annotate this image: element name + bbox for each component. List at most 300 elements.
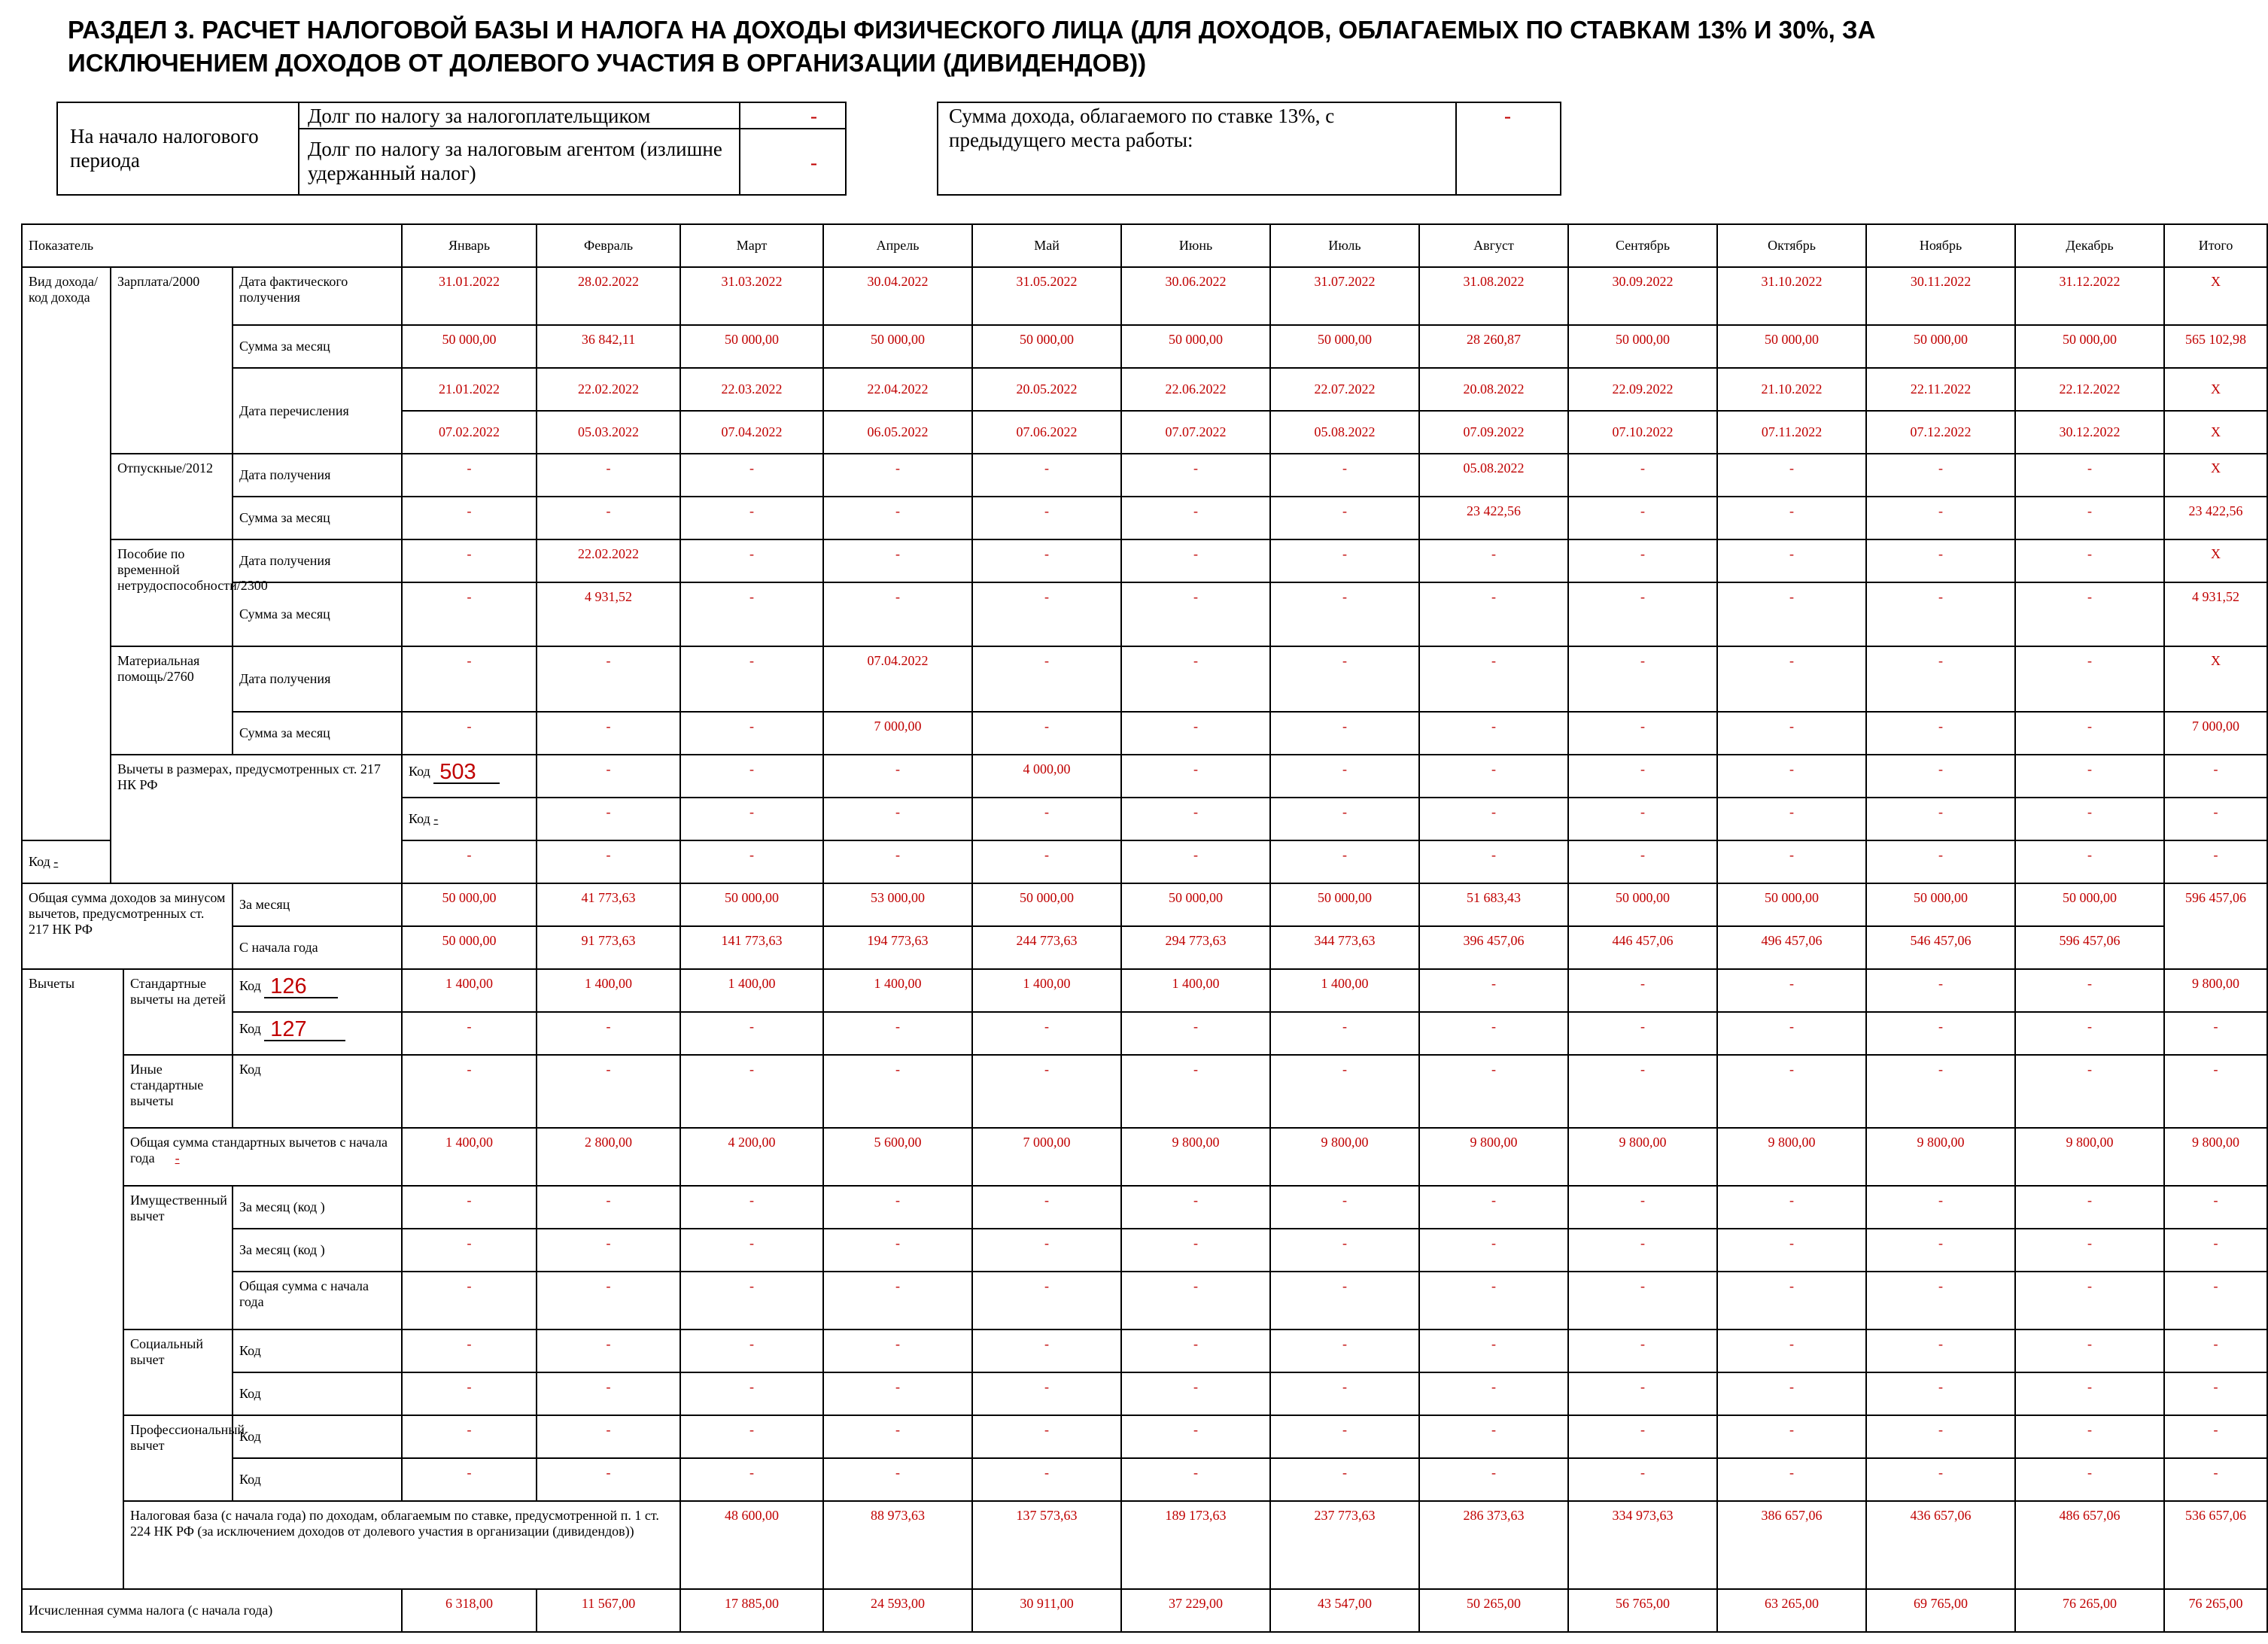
month-value-cell: - xyxy=(1717,1229,1866,1272)
month-value-cell: - xyxy=(402,1372,537,1415)
prev-income-value: - xyxy=(1504,105,1511,127)
month-value-cell: - xyxy=(972,582,1121,646)
code-label: Код xyxy=(233,1458,402,1501)
month-value-cell: - xyxy=(1121,646,1270,712)
month-value-cell: - xyxy=(823,582,972,646)
month-value-cell: 50 265,00 xyxy=(1419,1589,1568,1632)
month-value-cell: - xyxy=(972,1012,1121,1055)
header-total: Итого xyxy=(2164,224,2267,267)
month-value-cell: - xyxy=(680,539,823,582)
month-value-cell: - xyxy=(1419,755,1568,798)
month-value-cell: - xyxy=(1270,712,1419,755)
code-cell xyxy=(233,969,402,1012)
month-value-cell: - xyxy=(1121,755,1270,798)
property-label: Имущественный вычет xyxy=(123,1186,233,1329)
total-value-cell: 76 265,00 xyxy=(2164,1589,2267,1632)
month-value-cell: - xyxy=(1121,1055,1270,1128)
month-value-cell: - xyxy=(972,497,1121,539)
month-value-cell: 17 885,00 xyxy=(680,1589,823,1632)
month-value-cell: - xyxy=(1866,1055,2015,1128)
month-value-cell: - xyxy=(1568,798,1717,840)
total-value-cell: - xyxy=(2164,1415,2267,1458)
month-value-cell: 07.07.2022 xyxy=(1121,411,1270,454)
total-value-cell: Х xyxy=(2164,267,2267,325)
month-value-cell: - xyxy=(680,712,823,755)
month-value-cell: - xyxy=(1419,969,1568,1012)
month-value-cell: - xyxy=(2015,712,2164,755)
month-value-cell: - xyxy=(402,646,537,712)
month-value-cell: - xyxy=(680,755,823,798)
month-value-cell: 69 765,00 xyxy=(1866,1589,2015,1632)
month-value-cell: - xyxy=(1717,969,1866,1012)
header-month: Март xyxy=(680,224,823,267)
month-value-cell: 1 400,00 xyxy=(1270,969,1419,1012)
month-value-cell: - xyxy=(680,1458,823,1501)
month-value-cell: 1 400,00 xyxy=(402,969,537,1012)
month-value-cell: - xyxy=(1270,454,1419,497)
total-value-cell: - xyxy=(2164,1458,2267,1501)
table-row xyxy=(22,539,2267,582)
month-value-cell: 06.05.2022 xyxy=(823,411,972,454)
month-value-cell: 07.06.2022 xyxy=(972,411,1121,454)
table-row xyxy=(22,454,2267,497)
month-value-cell: 21.01.2022 xyxy=(402,368,537,411)
salary-label: Зарплата/2000 xyxy=(111,267,233,454)
code-dash: - xyxy=(53,854,59,869)
month-value-cell: - xyxy=(2015,1012,2164,1055)
month-value-cell: - xyxy=(1270,1186,1419,1229)
tax-base-label: Налоговая база (с начала года) по доходам, облагаемым по ставке, предусмотренной п. 1 ст. 224 НК РФ (за исключением доходов от долевого участия в организации (дивидендов)) xyxy=(123,1501,680,1589)
month-value-cell: 50 000,00 xyxy=(1568,883,1717,926)
month-value-cell: - xyxy=(1866,1372,2015,1415)
header-month: Ноябрь xyxy=(1866,224,2015,267)
month-value-cell: - xyxy=(680,1272,823,1329)
month-value-cell: 30 911,00 xyxy=(972,1589,1121,1632)
month-value-cell: 7 000,00 xyxy=(972,1128,1121,1186)
month-value-cell: 21.10.2022 xyxy=(1717,368,1866,411)
month-value-cell: - xyxy=(537,1012,680,1055)
month-value-cell: - xyxy=(2015,1415,2164,1458)
month-value-cell: - xyxy=(1270,1229,1419,1272)
table-row xyxy=(22,368,2267,411)
month-value-cell: - xyxy=(972,798,1121,840)
month-value-cell: 50 000,00 xyxy=(1121,325,1270,368)
month-value-cell: - xyxy=(823,1329,972,1372)
month-value-cell: 30.11.2022 xyxy=(1866,267,2015,325)
month-value-cell: 30.04.2022 xyxy=(823,267,972,325)
month-value-cell: - xyxy=(823,1229,972,1272)
total-value-cell: 7 000,00 xyxy=(2164,712,2267,755)
total-value-cell: Х xyxy=(2164,539,2267,582)
month-value-cell: 22.06.2022 xyxy=(1121,368,1270,411)
month-value-cell: 28.02.2022 xyxy=(537,267,680,325)
month-value-cell: 56 765,00 xyxy=(1568,1589,1717,1632)
month-value-cell: 36 842,11 xyxy=(537,325,680,368)
month-value-cell: - xyxy=(1717,646,1866,712)
month-value-cell: - xyxy=(1568,497,1717,539)
month-value-cell: 31.07.2022 xyxy=(1270,267,1419,325)
month-value-cell: 446 457,06 xyxy=(1568,926,1717,969)
month-value-cell: 30.09.2022 xyxy=(1568,267,1717,325)
total-std-cell xyxy=(123,1128,402,1186)
month-value-cell: 31.08.2022 xyxy=(1419,267,1568,325)
total-value-cell: - xyxy=(2164,1186,2267,1229)
month-value-cell: 24 593,00 xyxy=(823,1589,972,1632)
period-start-box xyxy=(56,102,847,196)
month-value-cell: - xyxy=(537,1372,680,1415)
month-value-cell: - xyxy=(680,1012,823,1055)
month-value-cell: - xyxy=(1866,497,2015,539)
month-value-cell: - xyxy=(402,840,537,883)
month-value-cell: - xyxy=(1419,582,1568,646)
header-month: Октябрь xyxy=(1717,224,1866,267)
table-row xyxy=(22,1372,2267,1415)
total-std-label: Общая сумма стандартных вычетов с начала года xyxy=(130,1135,388,1165)
month-value-cell: - xyxy=(2015,798,2164,840)
month-value-cell: - xyxy=(402,454,537,497)
month-value-cell: 396 457,06 xyxy=(1419,926,1568,969)
month-value-cell: 1 400,00 xyxy=(680,969,823,1012)
month-value-cell: 22.03.2022 xyxy=(680,368,823,411)
prev-income-box xyxy=(937,102,1561,196)
month-value-cell: 07.12.2022 xyxy=(1866,411,2015,454)
month-value-cell: - xyxy=(1121,1186,1270,1229)
tax-calc-label: Исчисленная сумма налога (с начала года) xyxy=(22,1589,402,1632)
month-value-cell: 22.02.2022 xyxy=(537,368,680,411)
period-start-label: На начало налогового периода xyxy=(70,125,259,172)
month-value-cell: - xyxy=(680,1329,823,1372)
month-value-cell: - xyxy=(1419,798,1568,840)
month-value-cell: - xyxy=(1121,454,1270,497)
month-value-cell: - xyxy=(1270,1055,1419,1128)
month-value-cell: - xyxy=(1568,1229,1717,1272)
table-row xyxy=(22,1055,2267,1128)
code-503-value: 503 xyxy=(433,761,500,784)
per-month-code-label: За месяц (код ) xyxy=(233,1229,402,1272)
month-value-cell: - xyxy=(2015,1229,2164,1272)
month-value-cell: 50 000,00 xyxy=(2015,883,2164,926)
month-value-cell: 546 457,06 xyxy=(1866,926,2015,969)
month-value-cell: 20.08.2022 xyxy=(1419,368,1568,411)
month-value-cell: 07.09.2022 xyxy=(1419,411,1568,454)
month-value-cell: - xyxy=(402,582,537,646)
other-std-label: Иные стандартные вычеты xyxy=(123,1055,233,1128)
month-value-cell: - xyxy=(823,1372,972,1415)
month-value-cell: 43 547,00 xyxy=(1270,1589,1419,1632)
code-label: Код xyxy=(233,1329,402,1372)
month-value-cell: - xyxy=(680,1055,823,1128)
month-value-cell: - xyxy=(537,1186,680,1229)
month-value-cell: - xyxy=(1866,539,2015,582)
month-value-cell: 4 000,00 xyxy=(972,755,1121,798)
month-value-cell: 1 400,00 xyxy=(1121,969,1270,1012)
month-value-cell: - xyxy=(972,454,1121,497)
month-value-cell: - xyxy=(1419,539,1568,582)
month-value-cell: 05.08.2022 xyxy=(1419,454,1568,497)
month-value-cell: 50 000,00 xyxy=(402,325,537,368)
month-value-cell: 41 773,63 xyxy=(537,883,680,926)
month-value-cell: - xyxy=(402,1272,537,1329)
month-value-cell: - xyxy=(1866,755,2015,798)
month-value-cell: - xyxy=(823,454,972,497)
total-value-cell: 565 102,98 xyxy=(2164,325,2267,368)
table-row xyxy=(22,267,2267,325)
month-value-cell: 53 000,00 xyxy=(823,883,972,926)
header-month: Июль xyxy=(1270,224,1419,267)
total-value-cell: 9 800,00 xyxy=(2164,1128,2267,1186)
vacation-label: Отпускные/2012 xyxy=(111,454,233,539)
table-row xyxy=(22,712,2267,755)
sick-label: Пособие по временной нетрудоспособности/2300 xyxy=(111,539,233,646)
month-value-cell: 137 573,63 xyxy=(972,1501,1121,1589)
month-value-cell: - xyxy=(2164,798,2267,840)
month-value-cell: - xyxy=(1866,582,2015,646)
header-row xyxy=(22,224,2267,267)
code-cell xyxy=(402,755,537,798)
month-value-cell: - xyxy=(1121,497,1270,539)
month-value-cell: - xyxy=(823,1012,972,1055)
month-value-cell: - xyxy=(1568,646,1717,712)
month-value-cell: 30.12.2022 xyxy=(2015,411,2164,454)
month-value-cell: 189 173,63 xyxy=(1121,1501,1270,1589)
month-value-cell: - xyxy=(1717,1055,1866,1128)
month-value-cell: - xyxy=(972,539,1121,582)
month-value-cell: 50 000,00 xyxy=(680,325,823,368)
month-value-cell: - xyxy=(1419,1372,1568,1415)
month-value-cell: - xyxy=(1419,1458,1568,1501)
month-value-cell: 22.11.2022 xyxy=(1866,368,2015,411)
month-value-cell: 05.03.2022 xyxy=(537,411,680,454)
code-127-value: 127 xyxy=(264,1019,345,1041)
code-126-value: 126 xyxy=(264,976,338,998)
month-value-cell: - xyxy=(1866,646,2015,712)
month-value-cell: 1 400,00 xyxy=(823,969,972,1012)
month-value-cell: - xyxy=(1866,1012,2015,1055)
month-value-cell: 20.05.2022 xyxy=(972,368,1121,411)
table-row xyxy=(22,926,2267,969)
deductions-label: Вычеты xyxy=(22,969,123,1589)
per-month-code-label: За месяц (код ) xyxy=(233,1186,402,1229)
month-value-cell: 76 265,00 xyxy=(2015,1589,2164,1632)
month-value-cell: - xyxy=(680,1229,823,1272)
month-value-cell: - xyxy=(1419,1415,1568,1458)
month-value-cell: 294 773,63 xyxy=(1121,926,1270,969)
month-value-cell: 50 000,00 xyxy=(1866,325,2015,368)
per-month-label: За месяц xyxy=(233,883,402,926)
total-value-cell: 4 931,52 xyxy=(2164,582,2267,646)
section-title: РАЗДЕЛ 3. РАСЧЕТ НАЛОГОВОЙ БАЗЫ И НАЛОГА НА ДОХОДЫ ФИЗИЧЕСКОГО ЛИЦА (ДЛЯ ДОХОДОВ, ОБЛАГАЕМЫХ ПО СТАВКАМ 13% И 30%, ЗА ИСКЛЮЧЕНИЕМ ДОХОДОВ ОТ ДОЛЕВОГО УЧАСТИЯ В ОРГАНИЗАЦИИ (ДИВИДЕНДОВ)) xyxy=(68,16,1876,77)
tax-calc-table xyxy=(21,223,2268,1633)
month-value-cell: - xyxy=(1270,1012,1419,1055)
month-value-cell: - xyxy=(1717,1186,1866,1229)
month-value-cell: - xyxy=(402,1458,537,1501)
month-value-cell: 1 400,00 xyxy=(537,969,680,1012)
month-value-cell: - xyxy=(1717,1012,1866,1055)
table-row xyxy=(22,325,2267,368)
total-value-cell: - xyxy=(2164,1372,2267,1415)
header-month: Февраль xyxy=(537,224,680,267)
code-label: Код xyxy=(233,1372,402,1415)
month-value-cell: 1 400,00 xyxy=(402,1128,537,1186)
month-value-cell: - xyxy=(1419,712,1568,755)
month-value-cell: - xyxy=(2015,1272,2164,1329)
code-label: Код xyxy=(409,811,430,826)
total-value-cell: 596 457,06 xyxy=(2164,883,2267,969)
month-value-cell: - xyxy=(1866,1272,2015,1329)
month-value-cell: 286 373,63 xyxy=(1419,1501,1568,1589)
table-row xyxy=(22,1128,2267,1186)
total-value-cell: Х xyxy=(2164,454,2267,497)
month-value-cell: 496 457,06 xyxy=(1717,926,1866,969)
month-value-cell: - xyxy=(680,1415,823,1458)
month-value-cell: - xyxy=(2015,1458,2164,1501)
month-value-cell: - xyxy=(1717,1372,1866,1415)
month-value-cell: - xyxy=(402,1415,537,1458)
month-value-cell: - xyxy=(2015,755,2164,798)
month-value-cell: 31.01.2022 xyxy=(402,267,537,325)
month-value-cell: 386 657,06 xyxy=(1717,1501,1866,1589)
total-value-cell: Х xyxy=(2164,646,2267,712)
month-value-cell: - xyxy=(1717,497,1866,539)
table-row xyxy=(22,1329,2267,1372)
month-value-cell: - xyxy=(1121,1372,1270,1415)
month-value-cell: - xyxy=(537,755,680,798)
month-value-cell: 536 657,06 xyxy=(2164,1501,2267,1589)
month-value-cell: - xyxy=(1866,1329,2015,1372)
month-value-cell: 22.07.2022 xyxy=(1270,368,1419,411)
month-value-cell: - xyxy=(1270,646,1419,712)
code-cell xyxy=(22,840,111,883)
month-value-cell: - xyxy=(1717,712,1866,755)
fact-date-label: Дата фактического получения xyxy=(233,267,402,325)
month-value-cell: 22.09.2022 xyxy=(1568,368,1717,411)
sum-month-label: Сумма за месяц xyxy=(233,497,402,539)
month-value-cell: 28 260,87 xyxy=(1419,325,1568,368)
month-value-cell: - xyxy=(1568,712,1717,755)
month-value-cell: - xyxy=(680,646,823,712)
month-value-cell: - xyxy=(402,1012,537,1055)
month-value-cell: - xyxy=(1717,1272,1866,1329)
month-value-cell: - xyxy=(537,712,680,755)
month-value-cell: - xyxy=(2015,454,2164,497)
sum-month-label: Сумма за месяц xyxy=(233,325,402,368)
month-value-cell: - xyxy=(972,1458,1121,1501)
aid-label: Материальная помощь/2760 xyxy=(111,646,233,755)
month-value-cell: 237 773,63 xyxy=(1270,1501,1419,1589)
month-value-cell: 91 773,63 xyxy=(537,926,680,969)
month-value-cell: - xyxy=(823,840,972,883)
month-value-cell: - xyxy=(1568,1186,1717,1229)
month-value-cell: 07.10.2022 xyxy=(1568,411,1717,454)
month-value-cell: 50 000,00 xyxy=(823,325,972,368)
month-value-cell: - xyxy=(823,539,972,582)
month-value-cell: - xyxy=(972,712,1121,755)
month-value-cell: - xyxy=(823,1055,972,1128)
month-value-cell: - xyxy=(1568,1458,1717,1501)
month-value-cell: 9 800,00 xyxy=(1866,1128,2015,1186)
month-value-cell: - xyxy=(1121,1458,1270,1501)
header-month: Декабрь xyxy=(2015,224,2164,267)
month-value-cell: - xyxy=(1568,454,1717,497)
month-value-cell: - xyxy=(1717,840,1866,883)
month-value-cell: - xyxy=(1866,1229,2015,1272)
child-std-label: Стандартные вычеты на детей xyxy=(123,969,233,1055)
month-value-cell: 7 000,00 xyxy=(823,712,972,755)
month-value-cell: - xyxy=(972,1229,1121,1272)
month-value-cell: 1 400,00 xyxy=(972,969,1121,1012)
month-value-cell: 9 800,00 xyxy=(1270,1128,1419,1186)
table-row xyxy=(22,582,2267,646)
month-value-cell: - xyxy=(1568,539,1717,582)
month-value-cell: - xyxy=(1568,1272,1717,1329)
total-std-note: - xyxy=(175,1150,180,1165)
header-month: Апрель xyxy=(823,224,972,267)
month-value-cell: 37 229,00 xyxy=(1121,1589,1270,1632)
month-value-cell: 07.04.2022 xyxy=(823,646,972,712)
month-value-cell: 244 773,63 xyxy=(972,926,1121,969)
month-value-cell: - xyxy=(972,1329,1121,1372)
month-value-cell: - xyxy=(402,1229,537,1272)
month-value-cell: 30.06.2022 xyxy=(1121,267,1270,325)
month-value-cell: 141 773,63 xyxy=(680,926,823,969)
total-value-cell: Х xyxy=(2164,411,2267,454)
month-value-cell: 50 000,00 xyxy=(1866,883,2015,926)
month-value-cell: - xyxy=(1121,1012,1270,1055)
month-value-cell: - xyxy=(1717,582,1866,646)
month-value-cell: 23 422,56 xyxy=(1419,497,1568,539)
code-cell xyxy=(402,798,537,840)
total-value-cell: - xyxy=(2164,840,2267,883)
month-value-cell: - xyxy=(972,646,1121,712)
header-indicator: Показатель xyxy=(22,224,402,267)
month-value-cell: - xyxy=(402,497,537,539)
month-value-cell: 50 000,00 xyxy=(972,325,1121,368)
month-value-cell: - xyxy=(680,582,823,646)
month-value-cell: 194 773,63 xyxy=(823,926,972,969)
month-value-cell: - xyxy=(2015,1372,2164,1415)
month-value-cell: - xyxy=(2015,1055,2164,1128)
month-value-cell: 22.02.2022 xyxy=(537,539,680,582)
month-value-cell: - xyxy=(680,798,823,840)
month-value-cell: - xyxy=(402,712,537,755)
month-value-cell: - xyxy=(1717,1458,1866,1501)
month-value-cell: 344 773,63 xyxy=(1270,926,1419,969)
month-value-cell: - xyxy=(1866,1186,2015,1229)
month-value-cell: - xyxy=(1121,1229,1270,1272)
total-income-label: Общая сумма доходов за минусом вычетов, предусмотренных ст. 217 НК РФ xyxy=(22,883,233,969)
from-year-start-label: С начала года xyxy=(233,926,402,969)
month-value-cell: 436 657,06 xyxy=(1866,1501,2015,1589)
month-value-cell: - xyxy=(1419,1272,1568,1329)
header-month: Август xyxy=(1419,224,1568,267)
month-value-cell: 07.02.2022 xyxy=(402,411,537,454)
month-value-cell: 4 931,52 xyxy=(537,582,680,646)
month-value-cell: 5 600,00 xyxy=(823,1128,972,1186)
month-value-cell: 31.10.2022 xyxy=(1717,267,1866,325)
table-row xyxy=(22,1012,2267,1055)
month-value-cell: - xyxy=(972,1186,1121,1229)
month-value-cell: 51 683,43 xyxy=(1419,883,1568,926)
month-value-cell: - xyxy=(402,1186,537,1229)
month-value-cell: - xyxy=(1717,454,1866,497)
table-row xyxy=(22,1589,2267,1632)
month-value-cell: 4 200,00 xyxy=(680,1128,823,1186)
agent-debt-value: - xyxy=(810,151,817,174)
month-value-cell: - xyxy=(1121,712,1270,755)
month-value-cell: 22.04.2022 xyxy=(823,368,972,411)
month-value-cell: - xyxy=(1568,1055,1717,1128)
month-value-cell: 50 000,00 xyxy=(1717,325,1866,368)
